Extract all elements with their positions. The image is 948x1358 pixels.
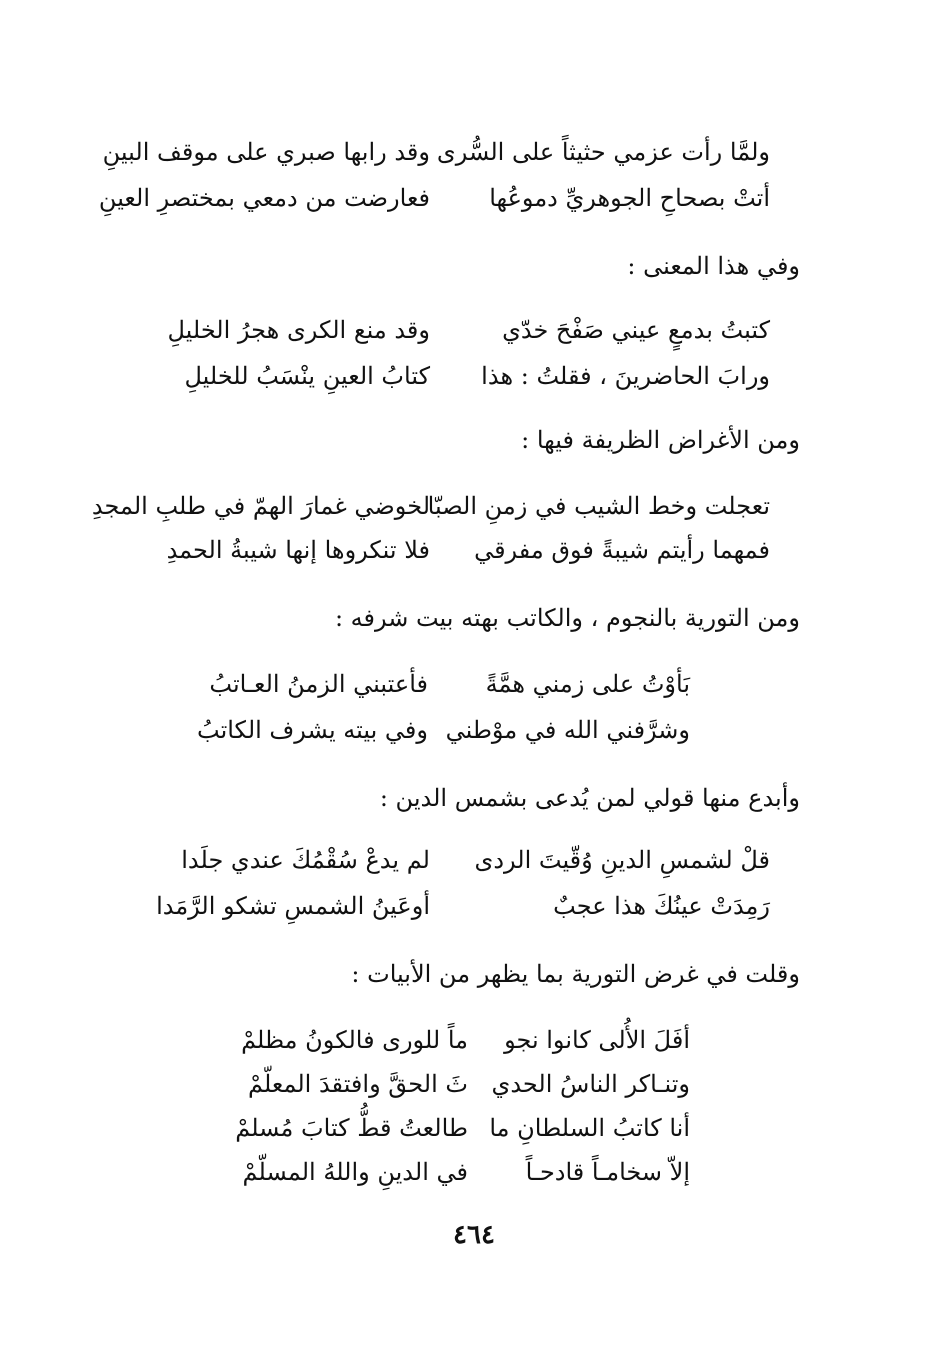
verse-row xyxy=(91,488,770,524)
section-intro: وفي هذا المعنى : xyxy=(627,252,800,280)
verse-first-hemistich: إلاّ سخامـاً قادحـاً xyxy=(525,1158,690,1186)
section-intro: ومن الأغراض الظريفة فيها : xyxy=(521,426,800,454)
verse-row xyxy=(209,666,690,702)
verse-second-hemistich: لم يدعْ سُقْمُكَ عندي جلَدا xyxy=(181,846,430,874)
verse-row xyxy=(210,1154,690,1190)
verse-second-hemistich: لخوضي غمارَ الهمّ في طلبِ المجدِ xyxy=(91,492,430,520)
verse-row xyxy=(197,712,690,748)
verse-row xyxy=(130,888,770,924)
page-number: ٤٦٤ xyxy=(453,1220,495,1250)
verse-second-hemistich: ماً للورى فالكونُ مظلمْ xyxy=(241,1026,468,1054)
verse-first-hemistich: ولمَّا رأت عزمي حثيثاً على السُّرى xyxy=(436,138,770,166)
verse-second-hemistich: فأعتبني الزمنُ العـاتبُ xyxy=(209,670,428,698)
verse-second-hemistich: أوعَينُ الشمسِ تشكو الرَّمَدا xyxy=(156,892,430,920)
verse-row xyxy=(98,180,770,216)
section-intro: وأبدع منها قولي لمن يُدعى بشمس الدين : xyxy=(379,784,800,812)
verse-first-hemistich: قلْ لشمسِ الدينِ وُقّيتَ الردى xyxy=(474,846,770,874)
verse-second-hemistich: ثَ الحقَّ وافتقدَ المعلّمْ xyxy=(247,1070,468,1098)
verse-row xyxy=(130,358,770,394)
verse-first-hemistich: تعجلت وخط الشيب في زمنِ الصبّا xyxy=(427,492,770,520)
verse-row xyxy=(210,1022,690,1058)
verse-second-hemistich: وقد منع الكرى هجرُ الخليلِ xyxy=(167,316,430,344)
verse-first-hemistich: ورابَ الحاضرينَ ، فقلتُ : هذا xyxy=(481,362,770,390)
verse-second-hemistich: في الدينِ واللهُ المسلّمْ xyxy=(242,1158,468,1186)
verse-first-hemistich: فمهما رأيتم شيبةً فوق مفرقي xyxy=(474,536,770,564)
section-intro: وقلت في غرض التورية بما يظهر من الأبيات : xyxy=(351,960,800,988)
verse-second-hemistich: وقد رابها صبري على موقف البينِ xyxy=(102,138,430,166)
verse-second-hemistich: فلا تنكروها إنها شيبةُ الحمدِ xyxy=(166,536,430,564)
section-intro: ومن التورية بالنجوم ، والكاتب بهته بيت شرفه : xyxy=(334,604,800,632)
verse-first-hemistich: أنا كاتبُ السلطانِ ما xyxy=(489,1114,690,1142)
verse-second-hemistich: كتابُ العينِ ينْسَبُ للخليلِ xyxy=(184,362,430,390)
verse-second-hemistich: فعارضت من دمعي بمختصرِ العينِ xyxy=(98,184,430,212)
verse-first-hemistich: وشرَّفني الله في موْطني xyxy=(445,716,690,744)
verse-first-hemistich: رَمِدَتْ عينُكَ هذا عجبٌ xyxy=(553,892,770,920)
verse-second-hemistich: طالعتُ قطُّ كتابَ مُسلمْ xyxy=(235,1114,468,1142)
verse-first-hemistich: كتبتُ بدمعٍ عيني صَفْحَ خدّي xyxy=(502,316,770,344)
verse-row xyxy=(210,1110,690,1146)
verse-second-hemistich: وفي بيته يشرف الكاتبُ xyxy=(197,716,428,744)
verse-row xyxy=(130,532,770,568)
verse-row xyxy=(130,312,770,348)
verse-first-hemistich: وتنـاكر الناسُ الحدي xyxy=(491,1070,690,1098)
verse-first-hemistich: أتتْ بصحاحِ الجوهريِّ دموعُها xyxy=(489,184,770,212)
verse-first-hemistich: أفَلَ الأُلى كانوا نجو xyxy=(504,1026,690,1054)
verse-row xyxy=(210,1066,690,1102)
verse-first-hemistich: بَأوْتُ على زمني همَّةً xyxy=(485,670,690,698)
verse-row xyxy=(102,134,770,170)
verse-row xyxy=(130,842,770,878)
